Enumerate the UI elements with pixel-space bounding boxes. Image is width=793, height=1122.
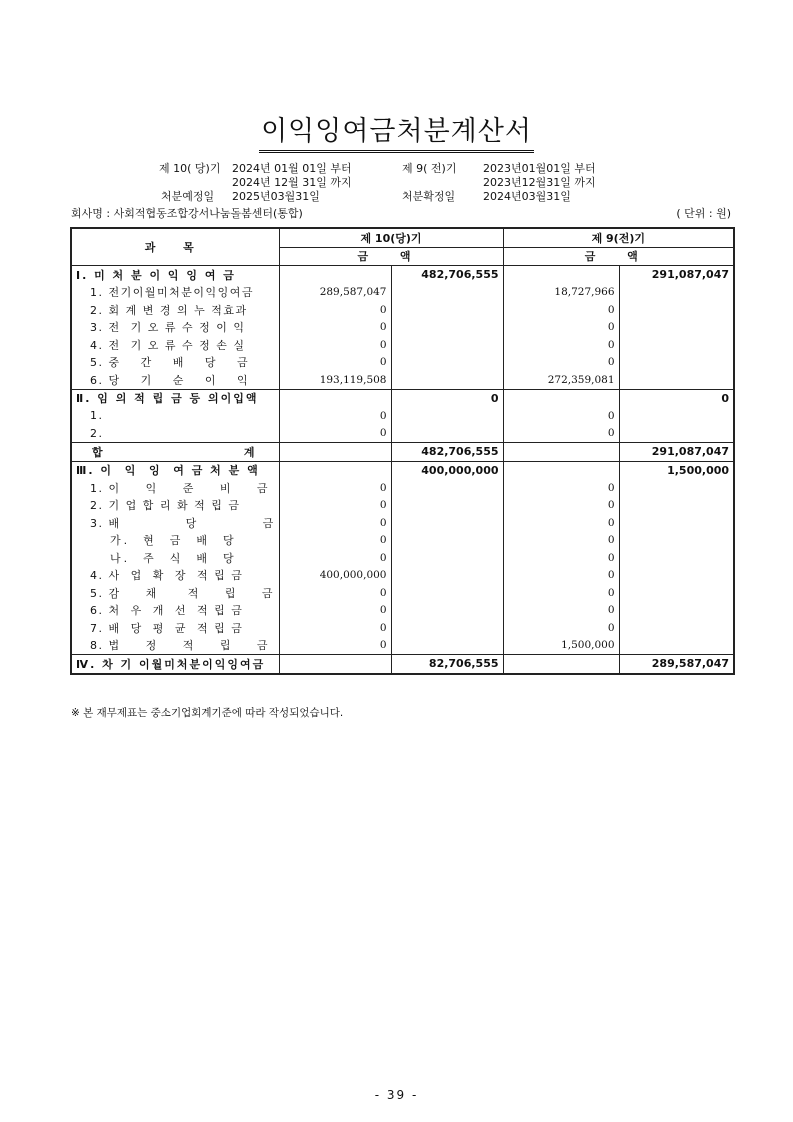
row-label: 5. 중 간 배 당 금 [71,354,279,372]
total-label-left: 합 [92,445,103,459]
current-sub-amount: 0 [279,354,391,372]
prior-sub-amount: 0 [503,567,619,585]
table-row [71,301,734,319]
current-total-amount [391,479,503,497]
prior-period-from: 2023년01월01일 부터 [483,162,596,175]
current-total-amount [391,407,503,425]
prior-total-amount [619,497,734,515]
header-current-amount: 금 액 [279,247,503,266]
current-sub-amount: 0 [279,532,391,550]
row-label: 2. 회 계 변 경 의 누 적효과 [71,301,279,319]
row-label: 6. 당 기 순 이 익 [71,371,279,389]
current-total-amount: 400,000,000 [391,461,503,479]
table-row [71,655,734,674]
current-total-amount [391,584,503,602]
current-total-amount [391,371,503,389]
prior-total-amount [619,319,734,337]
table-row [71,407,734,425]
table-row [71,532,734,550]
current-sub-amount [279,655,391,674]
row-label: 가. 현 금 배 당 [71,532,279,550]
prior-sub-amount: 0 [503,602,619,620]
current-total-amount [391,336,503,354]
row-label: 6. 처 우 개 선 적 립 금 [71,602,279,620]
current-sub-amount: 0 [279,619,391,637]
prior-total-amount [619,549,734,567]
current-total-amount [391,602,503,620]
table-row [71,567,734,585]
row-label: Ⅰ. 미 처 분 이 익 잉 여 금 [71,266,279,284]
prior-sub-amount [503,266,619,284]
prior-total-amount [619,284,734,302]
plan-date-label: 처분예정일 [161,190,215,203]
table-row [71,336,734,354]
table-row [71,354,734,372]
current-sub-amount: 193,119,508 [279,371,391,389]
confirm-date: 2024년03월31일 [483,190,571,203]
prior-total-amount [619,425,734,443]
row-label: 나. 주 식 배 당 [71,549,279,567]
prior-sub-amount: 1,500,000 [503,637,619,655]
page-number: - 39 - [374,1088,419,1102]
prior-total-amount [619,407,734,425]
current-sub-amount: 0 [279,497,391,515]
current-total-amount [391,284,503,302]
current-sub-amount: 0 [279,514,391,532]
current-sub-amount [279,389,391,407]
current-total-amount [391,619,503,637]
table-row [71,389,734,407]
table-row [71,637,734,655]
current-sub-amount: 0 [279,301,391,319]
row-label: 5. 감 채 적 립 금 [71,584,279,602]
current-sub-amount: 0 [279,584,391,602]
prior-total-amount [619,514,734,532]
current-total-amount: 82,706,555 [391,655,503,674]
prior-sub-amount [503,389,619,407]
table-row [71,425,734,443]
prior-sub-amount: 0 [503,497,619,515]
prior-sub-amount: 0 [503,354,619,372]
prior-total-amount [619,567,734,585]
prior-sub-amount: 0 [503,336,619,354]
row-label: 4. 사 업 확 장 적 립 금 [71,567,279,585]
prior-sub-amount: 0 [503,532,619,550]
prior-total-amount [619,619,734,637]
confirm-date-label: 처분확정일 [402,190,456,203]
current-total-amount: 482,706,555 [391,266,503,284]
row-label: 8. 법 정 적 립 금 [71,637,279,655]
row-label: 2. [71,425,279,443]
total-label-right: 계 [243,445,255,459]
row-label: 1. [71,407,279,425]
prior-sub-amount [503,461,619,479]
current-total-amount [391,567,503,585]
header-prior-period: 제 9(전)기 [503,228,734,247]
current-sub-amount: 0 [279,479,391,497]
current-sub-amount [279,443,391,462]
prior-total-amount [619,479,734,497]
table-row [71,619,734,637]
row-label: Ⅱ. 임 의 적 립 금 등 의이입액 [71,389,279,407]
prior-sub-amount: 0 [503,549,619,567]
row-label: Ⅲ. 이 익 잉 여 금 처 분 액 [71,461,279,479]
current-total-amount: 482,706,555 [391,443,503,462]
prior-sub-amount: 0 [503,301,619,319]
table-row [71,443,734,462]
prior-total-amount [619,532,734,550]
prior-total-amount: 289,587,047 [619,655,734,674]
prior-sub-amount [503,443,619,462]
prior-total-amount [619,371,734,389]
table-row [71,284,734,302]
prior-total-amount [619,354,734,372]
current-total-amount [391,319,503,337]
current-total-amount: 0 [391,389,503,407]
current-sub-amount: 0 [279,602,391,620]
current-sub-amount: 0 [279,637,391,655]
prior-sub-amount: 0 [503,425,619,443]
unit-label: ( 단위 : 원) [676,207,731,220]
prior-total-amount [619,336,734,354]
plan-date: 2025년03월31일 [232,190,320,203]
company-name: 회사명 : 사회적협동조합강서나눔돌봄센터(통합) [71,207,303,220]
current-sub-amount: 0 [279,319,391,337]
prior-sub-amount [503,655,619,674]
prior-period-to: 2023년12월31일 까지 [483,176,596,189]
current-total-amount [391,549,503,567]
footnote: ※ 본 재무제표는 중소기업회계기준에 따라 작성되었습니다. [71,707,344,719]
table-row [71,319,734,337]
title-text: 이익잉여금처분계산서 [259,116,534,153]
current-total-amount [391,514,503,532]
row-label [71,443,279,462]
current-sub-amount [279,461,391,479]
prior-sub-amount: 0 [503,407,619,425]
prior-sub-amount: 272,359,081 [503,371,619,389]
row-label: 3. 전 기 오 류 수 정 이 익 [71,319,279,337]
table-row [71,514,734,532]
table-row [71,602,734,620]
prior-total-amount: 291,087,047 [619,443,734,462]
current-total-amount [391,532,503,550]
table-row [71,497,734,515]
document-title [0,116,793,153]
prior-sub-amount: 0 [503,479,619,497]
row-label: 1. 이 익 준 비 금 [71,479,279,497]
table-row [71,584,734,602]
current-sub-amount: 289,587,047 [279,284,391,302]
current-period-from: 2024년 01월 01일 부터 [232,162,352,175]
current-sub-amount: 0 [279,336,391,354]
prior-sub-amount: 0 [503,619,619,637]
current-total-amount [391,354,503,372]
table-row [71,266,734,284]
row-label: Ⅳ. 차 기 이월미처분이익잉여금 [71,655,279,674]
row-label: 2. 기 업 합 리 화 적 립 금 [71,497,279,515]
current-sub-amount [279,266,391,284]
current-sub-amount: 0 [279,549,391,567]
current-total-amount [391,425,503,443]
current-sub-amount: 0 [279,425,391,443]
table-body [71,266,734,674]
prior-total-amount [619,301,734,319]
current-sub-amount: 400,000,000 [279,567,391,585]
prior-sub-amount: 0 [503,319,619,337]
header-current-period: 제 10(당)기 [279,228,503,247]
current-period-to: 2024년 12월 31일 까지 [232,176,352,189]
current-total-amount [391,301,503,319]
current-total-amount [391,497,503,515]
row-label: 4. 전 기 오 류 수 정 손 실 [71,336,279,354]
prior-period-label: 제 9( 전)기 [402,162,457,175]
row-label: 7. 배 당 평 균 적 립 금 [71,619,279,637]
current-sub-amount: 0 [279,407,391,425]
current-period-label: 제 10( 당)기 [159,162,221,175]
prior-total-amount [619,602,734,620]
prior-total-amount: 0 [619,389,734,407]
prior-total-amount: 291,087,047 [619,266,734,284]
prior-total-amount [619,637,734,655]
header-prior-amount: 금 액 [503,247,734,266]
table-row [71,461,734,479]
retained-earnings-table [70,227,735,675]
header-subject: 과 목 [71,228,279,266]
prior-total-amount [619,584,734,602]
table-row [71,549,734,567]
current-total-amount [391,637,503,655]
table-row [71,479,734,497]
prior-sub-amount: 18,727,966 [503,284,619,302]
prior-sub-amount: 0 [503,514,619,532]
prior-sub-amount: 0 [503,584,619,602]
prior-total-amount: 1,500,000 [619,461,734,479]
row-label: 3. 배 당 금 [71,514,279,532]
table-row [71,371,734,389]
row-label: 1. 전기이월미처분이익잉여금 [71,284,279,302]
